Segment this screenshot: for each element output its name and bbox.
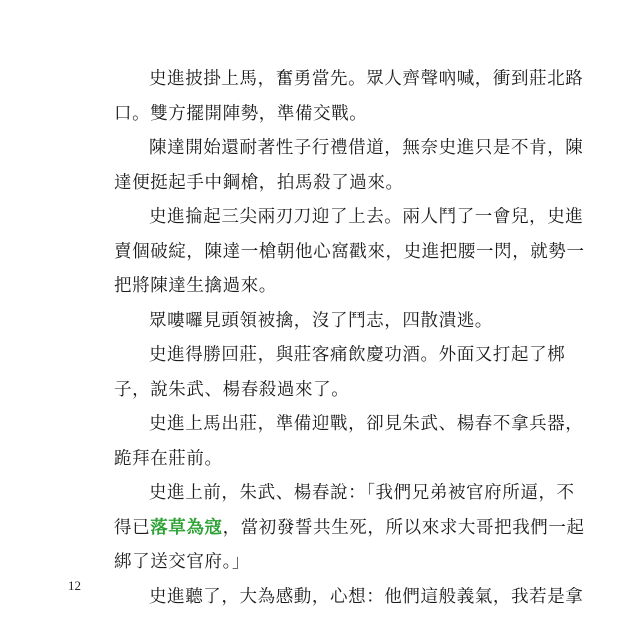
line-text: 史進披掛上馬，奮勇當先。眾人齊聲吶喊，衝到莊北路: [149, 69, 584, 89]
text-line: [114, 442, 554, 477]
line-text: 口。雙方擺開陣勢，準備交戰。: [114, 103, 368, 124]
line-text: 綁了送交官府。」: [114, 552, 251, 572]
text-line: [114, 476, 575, 511]
line-text: ，當初發誓共生死，所以來求大哥把我們一起: [222, 517, 585, 538]
text-line: [114, 131, 584, 166]
text-line: [114, 235, 585, 270]
line-text: 陳達開始還耐著性子行禮借道，無奈史進只是不肯，陳: [149, 138, 584, 158]
line-text: 達便挺起手中鋼槍，拍馬殺了過來。: [114, 172, 404, 193]
line-text: 賣個破綻，陳達一槍朝他心窩戳來，史進把腰一閃，就勢一: [114, 241, 585, 262]
text-line: [114, 269, 554, 304]
text-line: [114, 338, 566, 373]
text-line: [114, 580, 584, 615]
line-text: 史進掄起三尖兩刃刀迎了上去。兩人鬥了一會兒，史進: [149, 207, 584, 227]
line-text: 眾嘍囉見頭領被擒，沒了鬥志，四散潰逃。: [149, 310, 493, 331]
text-line: [114, 511, 585, 546]
line-text: 得已: [114, 517, 151, 538]
text-line: [114, 407, 584, 442]
line-text: 史進得勝回莊，與莊客痛飲慶功酒。外面又打起了梆: [149, 345, 566, 365]
line-text: 史進上前，朱武、楊春說：「我們兄弟被官府所逼，不: [149, 483, 575, 503]
text-line: [114, 200, 584, 235]
line-text: 史進上馬出莊，準備迎戰，卻見朱武、楊春不拿兵器，: [149, 414, 584, 434]
line-text: 史進聽了，大為感動，心想：他們這般義氣，我若是拿: [149, 586, 584, 607]
text-line: [114, 373, 554, 408]
body-text: [114, 62, 585, 614]
line-text: 子，說朱武、楊春殺過來了。: [114, 379, 350, 400]
text-line: [114, 166, 554, 201]
text-line: [114, 97, 554, 132]
text-line: [114, 62, 584, 97]
text-line: [114, 304, 554, 339]
text-line: [114, 545, 554, 580]
highlighted-idiom: 落草為寇: [150, 517, 223, 538]
line-text: 跪拜在莊前。: [114, 448, 223, 469]
page-number: 12: [68, 578, 81, 593]
line-text: 把將陳達生擒過來。: [114, 276, 277, 296]
